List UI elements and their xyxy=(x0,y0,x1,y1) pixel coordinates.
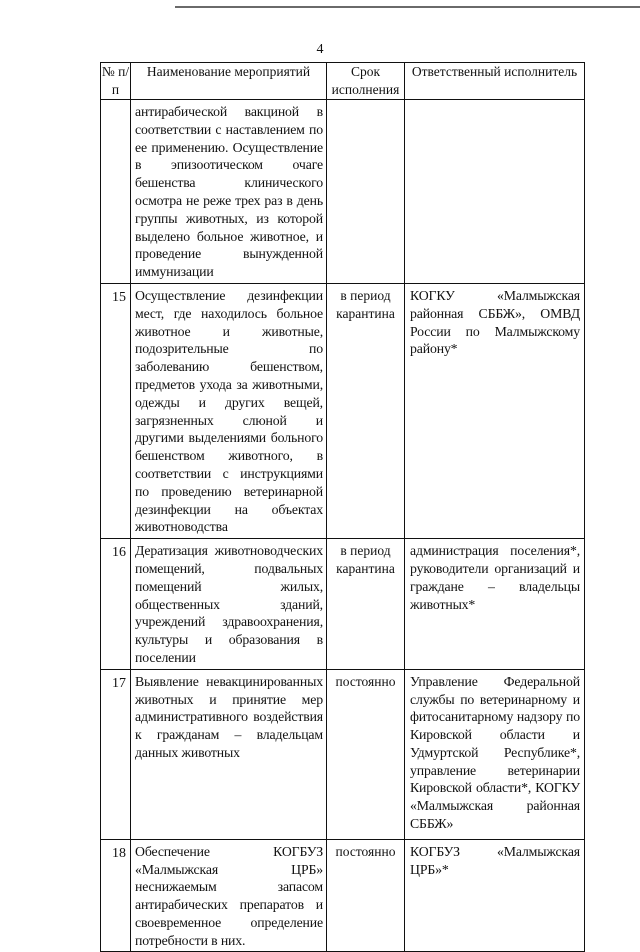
measure-cell: Осуществление дезинфекции мест, где находилось больное животное и животные, подозрительные по заболеванию бешенством, предметов ухода за животными, одежды и других вещей, загрязненных слюной и другими выделениями больного бешенством животного, в соответствии с инструкциями по проведению ветеринарной дезинфекции на объектах животноводства xyxy=(131,283,327,538)
term-cell: в период карантина xyxy=(327,539,405,670)
measure-cell: Выявление невакцинированных животных и принятие мер административного воздействия к гражданам – владельцам данных животных xyxy=(131,669,327,839)
row-number: 15 xyxy=(101,283,131,538)
page-number: 4 xyxy=(316,42,324,57)
table-row xyxy=(101,539,585,670)
responsible-cell: администрация поселения*, руководители организаций и граждане – владельцы животных* xyxy=(405,539,585,670)
table-row xyxy=(101,839,585,952)
table-row xyxy=(101,283,585,538)
measures-table xyxy=(100,62,585,952)
row-number: 17 xyxy=(101,669,131,839)
header-term: Срок исполнения xyxy=(327,63,405,100)
responsible-cell: КОГКУ «Малмыжская районная СББЖ», ОМВД России по Малмыжскому району* xyxy=(405,283,585,538)
responsible-cell: КОГБУЗ «Малмыжская ЦРБ»* xyxy=(405,839,585,952)
table-header-row xyxy=(101,63,585,100)
header-num: № п/п xyxy=(101,63,131,100)
header-responsible: Ответственный исполнитель xyxy=(405,63,585,100)
term-cell: постоянно xyxy=(327,839,405,952)
term-cell: постоянно xyxy=(327,669,405,839)
responsible-cell: Управление Федеральной службы по ветеринарному и фитосанитарному надзору по Кировской области и Удмуртской Республике*, управление ветеринарии Кировской области*, КОГКУ «Малмыжская районная СББЖ» xyxy=(405,669,585,839)
row-number: 16 xyxy=(101,539,131,670)
header-measure: Наименование мероприятий xyxy=(131,63,327,100)
scan-edge-line xyxy=(175,6,640,8)
measure-cell: Обеспечение КОГБУЗ «Малмыжская ЦРБ» неснижаемым запасом антирабических препаратов и своевременное определение потребности в них. xyxy=(131,839,327,952)
table-row xyxy=(101,669,585,839)
row-number xyxy=(101,100,131,284)
measure-cell: Дератизация животноводческих помещений, подвальных помещений жилых, общественных зданий, учреждений здравоохранения, культуры и образования в поселении xyxy=(131,539,327,670)
measure-cell: антирабической вакциной в соответствии с наставлением по ее применению. Осуществление в эпизоотическом очаге бешенства клинического осмотра не реже трех раз в день группы животных, из которой выделено больное животное, и проведение вынужденной иммунизации xyxy=(131,100,327,284)
responsible-cell xyxy=(405,100,585,284)
row-number: 18 xyxy=(101,839,131,952)
term-cell: в период карантина xyxy=(327,283,405,538)
term-cell xyxy=(327,100,405,284)
table-row xyxy=(101,100,585,284)
